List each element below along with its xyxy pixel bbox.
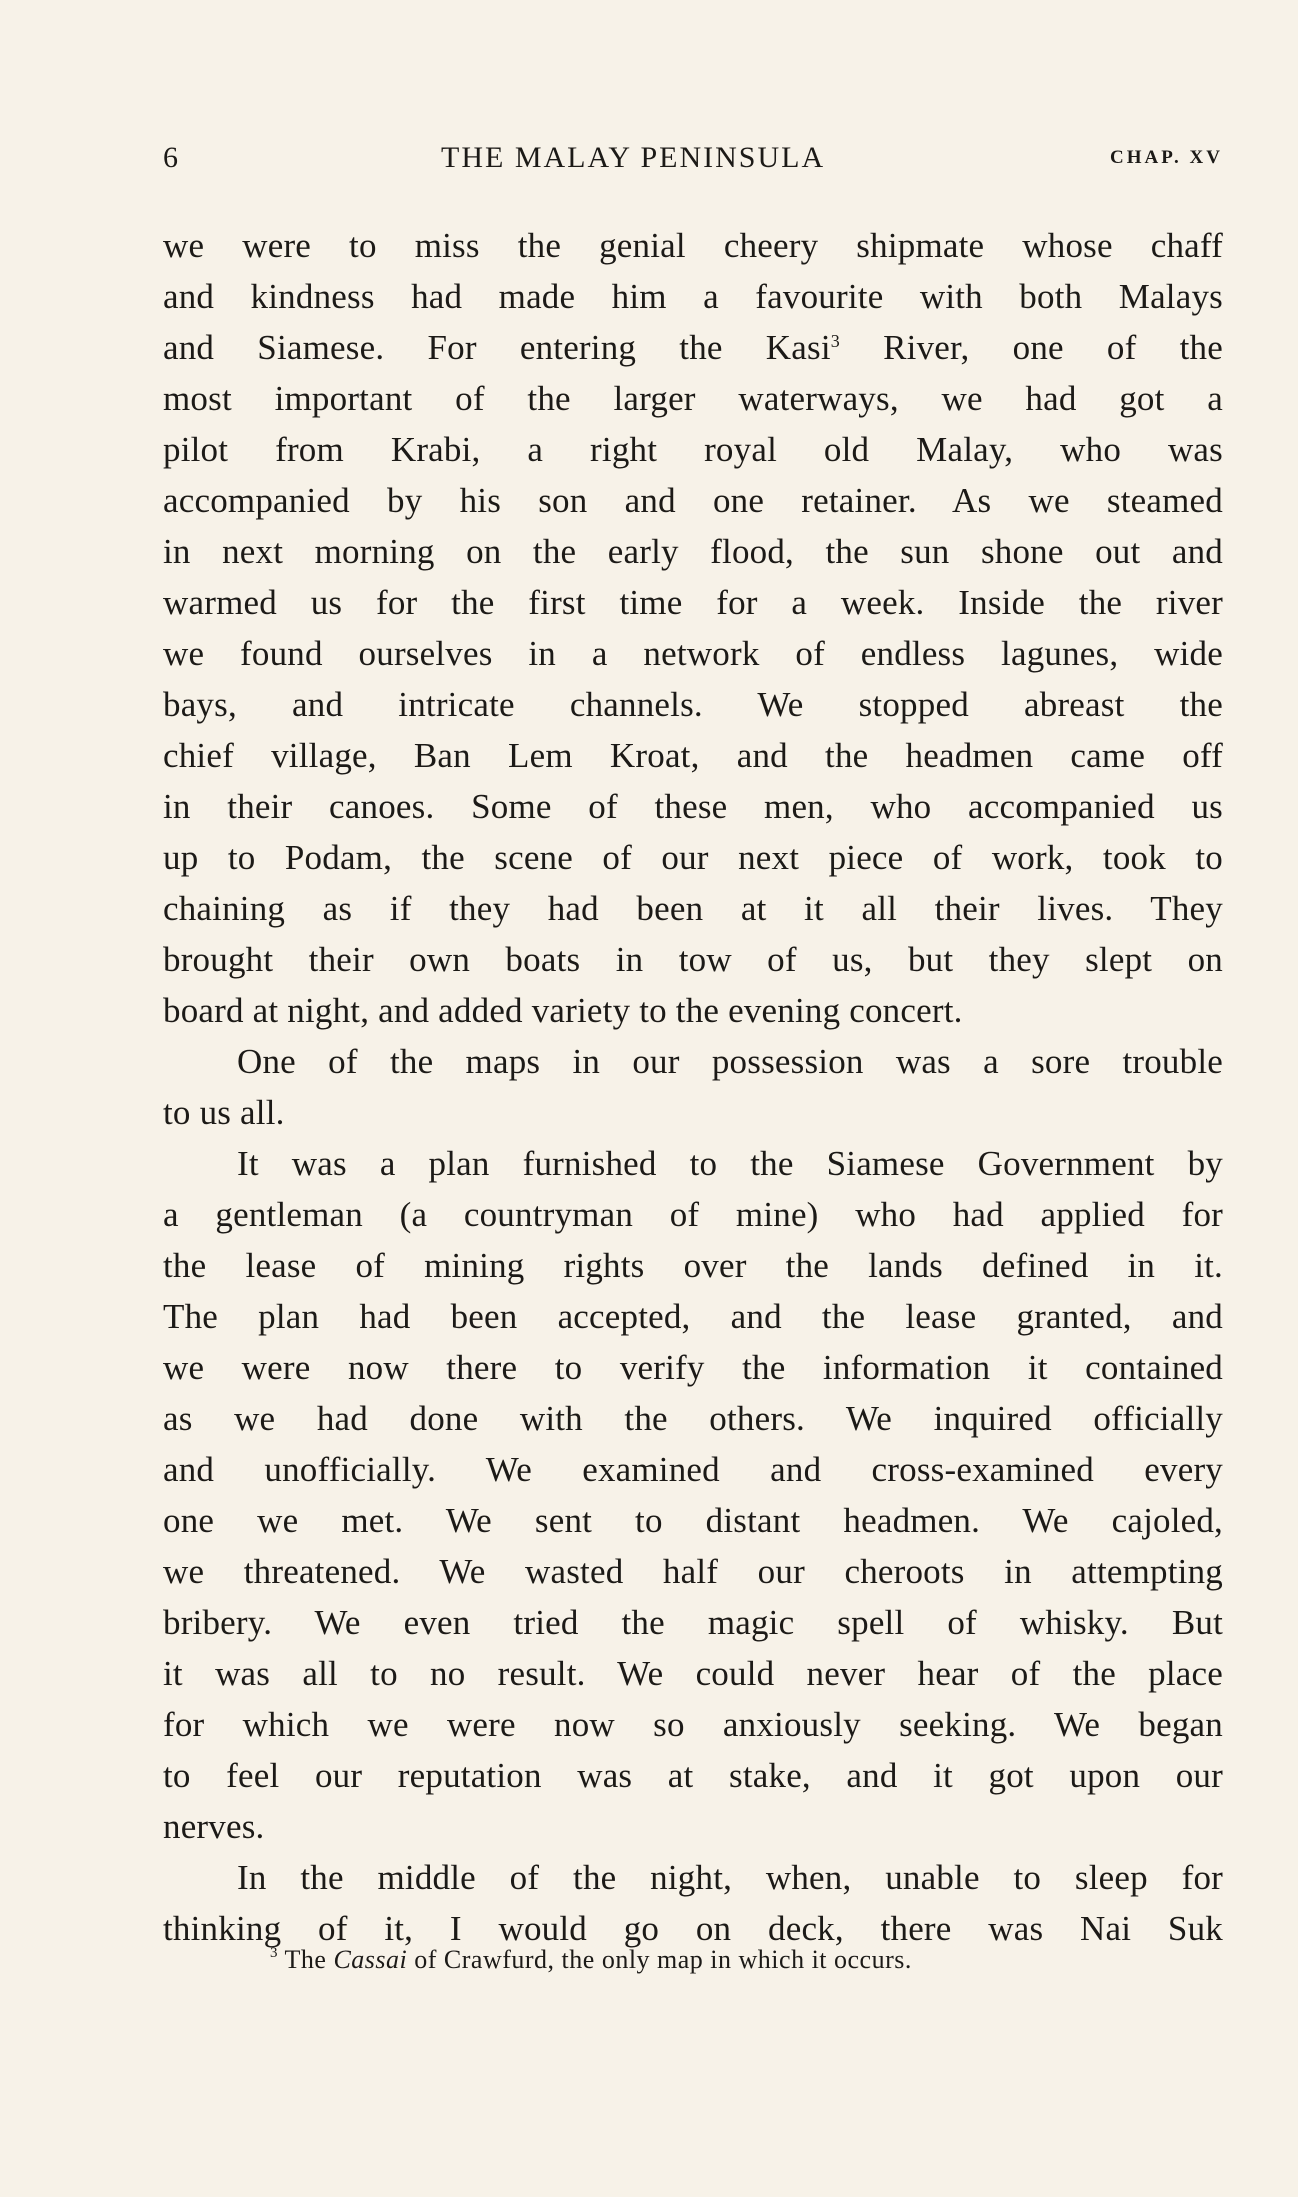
text-line: brought their own boats in tow of us, but they slept on [163,940,1223,979]
text-line: in their canoes. Some of these men, who accompanied us [163,787,1223,826]
running-title: THE MALAY PENINSULA [441,141,826,174]
footnote-lead: The [284,1945,327,1974]
paragraph-start: It was a plan furnished to the Siamese Government by [237,1144,1223,1183]
text-line: and kindness had made him a favourite with both Malays [163,277,1223,316]
text-line: we found ourselves in a network of endless lagunes, wide [163,634,1223,673]
text-line: for which we were now so anxiously seeking. We began [163,1705,1223,1744]
page-number: 6 [163,141,179,174]
text-line: it was all to no result. We could never hear of the place [163,1654,1223,1693]
text-line [163,322,1223,373]
text-line: we were now there to verify the information it contained [163,1348,1223,1387]
text-line: most important of the larger waterways, we had got a [163,379,1223,418]
text-line: bribery. We even tried the magic spell of whisky. But [163,1603,1223,1642]
text-line: in next morning on the early flood, the sun shone out and [163,532,1223,571]
text-line: the lease of mining rights over the lands defined in it. [163,1246,1223,1285]
text-line: we were to miss the genial cheery shipmate whose chaff [163,226,1223,265]
text-line: to feel our reputation was at stake, and it got upon our [163,1756,1223,1795]
footnote [270,1940,1170,1980]
text-line: chief village, Ban Lem Kroat, and the headmen came off [163,736,1223,775]
text-line-end: River, one of the [883,328,1223,367]
chapter-label: CHAP. XV [1109,147,1223,168]
footnote-text: of Crawfurd, the only map in which it occurs. [414,1945,912,1974]
body-text [163,220,1223,1954]
footnote-marker: 3 [270,1945,278,1961]
running-head [163,136,1223,180]
text-line: and unofficially. We examined and cross-examined every [163,1450,1223,1489]
text-line: thinking of it, I would go on deck, there was Nai Suk [163,1909,1223,1948]
text-line: accompanied by his son and one retainer. As we steamed [163,481,1223,520]
text-line: nerves. [163,1807,265,1846]
text-line: one we met. We sent to distant headmen. We cajoled, [163,1501,1223,1540]
text-line: pilot from Krabi, a right royal old Malay, who was [163,430,1223,469]
footnote-reference: 3 [830,331,840,351]
paragraph-start: One of the maps in our possession was a sore trouble [237,1042,1223,1081]
text-line: bays, and intricate channels. We stopped abreast the [163,685,1223,724]
text-line: The plan had been accepted, and the lease granted, and [163,1297,1223,1336]
text-line: board at night, and added variety to the evening concert. [163,991,963,1030]
text-line: we threatened. We wasted half our cheroots in attempting [163,1552,1223,1591]
text-line: warmed us for the first time for a week. Inside the river [163,583,1223,622]
paragraph-start: In the middle of the night, when, unable to sleep for [237,1858,1223,1897]
footnote-italic: Cassai [333,1945,408,1974]
text-line: as we had done with the others. We inquired officially [163,1399,1223,1438]
text-line: a gentleman (a countryman of mine) who had applied for [163,1195,1223,1234]
text-line-start: and Siamese. For entering the Kasi [163,328,831,367]
text-line: chaining as if they had been at it all their lives. They [163,889,1223,928]
text-line: to us all. [163,1093,285,1132]
text-line: up to Podam, the scene of our next piece of work, took to [163,838,1223,877]
